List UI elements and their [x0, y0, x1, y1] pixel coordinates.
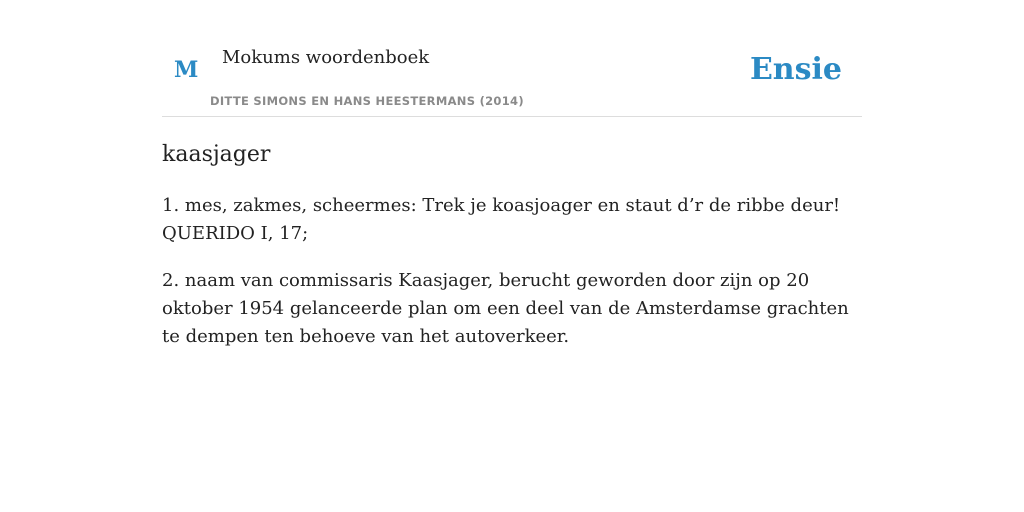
definition-item: 1. mes, zakmes, scheermes: Trek je koasjoager en staut d’r de ribbe deur! QUERIDO I, 17; — [162, 195, 841, 244]
dictionary-authors: DITTE SIMONS EN HANS HEESTERMANS (2014) — [210, 94, 524, 108]
ensie-logo-link[interactable]: Ensie — [749, 52, 842, 87]
definition-item: 2. naam van commissaris Kaasjager, berucht geworden door zijn op 20 oktober 1954 gelanceerde plan om een deel van de Amsterdamse grachten te dempen ten behoeve van het autoverkeer. — [162, 270, 849, 347]
dictionary-header — [162, 0, 862, 117]
page-container — [162, 0, 862, 347]
definitions-list — [162, 192, 862, 370]
dictionary-icon[interactable]: M — [174, 57, 199, 83]
entry-headword: kaasjager — [162, 142, 271, 167]
dictionary-title-link[interactable]: Mokums woordenboek — [222, 47, 430, 68]
